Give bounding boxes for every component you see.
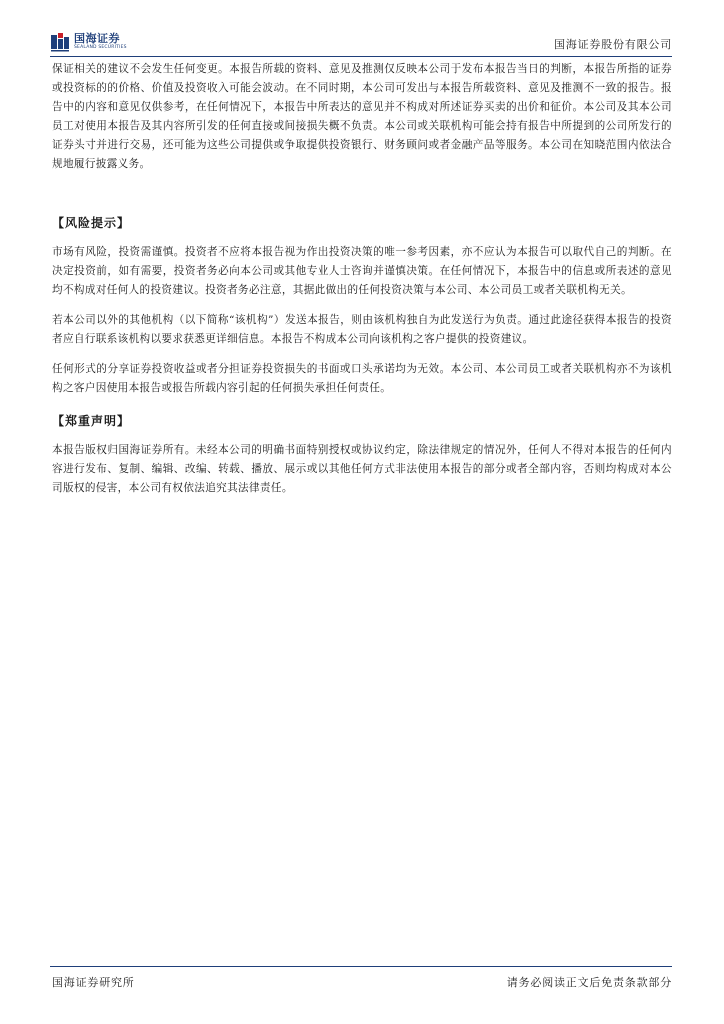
- company-logo: [50, 30, 127, 54]
- logo-english-name: SEALAND SECURITIES: [74, 45, 127, 51]
- declaration-paragraph: 本报告版权归国海证券所有。未经本公司的明确书面特别授权或协议约定，除法律规定的情况外，任何人不得对本报告的任何内容进行发布、复制、编辑、改编、转载、播放、展示或以其他任何方式非法使用本报告的部分或者全部内容，否则均构成对本公司版权的侵害，本公司有权依法追究其法律责任。: [52, 444, 672, 494]
- footer-institute-name: 国海证券研究所: [52, 976, 135, 989]
- header-divider: [50, 56, 672, 57]
- declaration-section-title: 【郑重声明】: [52, 414, 131, 428]
- footer-divider: [50, 966, 672, 967]
- header-company-name: 国海证券股份有限公司: [554, 38, 672, 51]
- risk-paragraph-1: 市场有风险，投资需谨慎。投资者不应将本报告视为作出投资决策的唯一参考因素，亦不应认为本报告可以取代自己的判断。在决定投资前，如有需要，投资者务必向本公司或其他专业人士咨询并谨慎决策。在任何情况下，本报告中的信息或所表述的意见均不构成对任何人的投资建议。投资者务必注意，其据此做出的任何投资决策与本公司、本公司员工或者关联机构无关。: [52, 246, 672, 296]
- page-header: [50, 28, 672, 56]
- footer-disclaimer-note: 请务必阅读正文后免责条款部分: [506, 976, 672, 989]
- intro-paragraph: 保证相关的建议不会发生任何变更。本报告所载的资料、意见及推测仅反映本公司于发布本报告当日的判断，本报告所指的证券或投资标的的价格、价值及投资收入可能会波动。在不同时期，本公司可发出与本报告所载资料、意见及推测不一致的报告。报告中的内容和意见仅供参考，在任何情况下，本报告中所表达的意见并不构成对所述证券买卖的出价和征价。本公司及其本公司员工对使用本报告及其内容所引发的任何直接或间接损失概不负责。本公司或关联机构可能会持有报告中所提到的公司所发行的证券头寸并进行交易，还可能为这些公司提供或争取提供投资银行、财务顾问或者金融产品等服务。本公司在知晓范围内依法合规地履行披露义务。: [52, 63, 672, 170]
- risk-paragraph-3: 任何形式的分享证券投资收益或者分担证券投资损失的书面或口头承诺均为无效。本公司、本公司员工或者关联机构亦不为该机构之客户因使用本报告或报告所载内容引起的任何损失承担任何责任。: [52, 363, 672, 394]
- page-body: [52, 60, 672, 498]
- risk-section-title: 【风险提示】: [52, 216, 131, 230]
- risk-paragraph-2: 若本公司以外的其他机构（以下简称“该机构”）发送本报告，则由该机构独自为此发送行为负责。通过此途径获得本报告的投资者应自行联系该机构以要求获悉更详细信息。本报告不构成本公司向该机构之客户提供的投资建议。: [52, 314, 672, 345]
- logo-chinese-name: 国海证券: [74, 32, 120, 46]
- logo-mark-icon: [50, 32, 70, 52]
